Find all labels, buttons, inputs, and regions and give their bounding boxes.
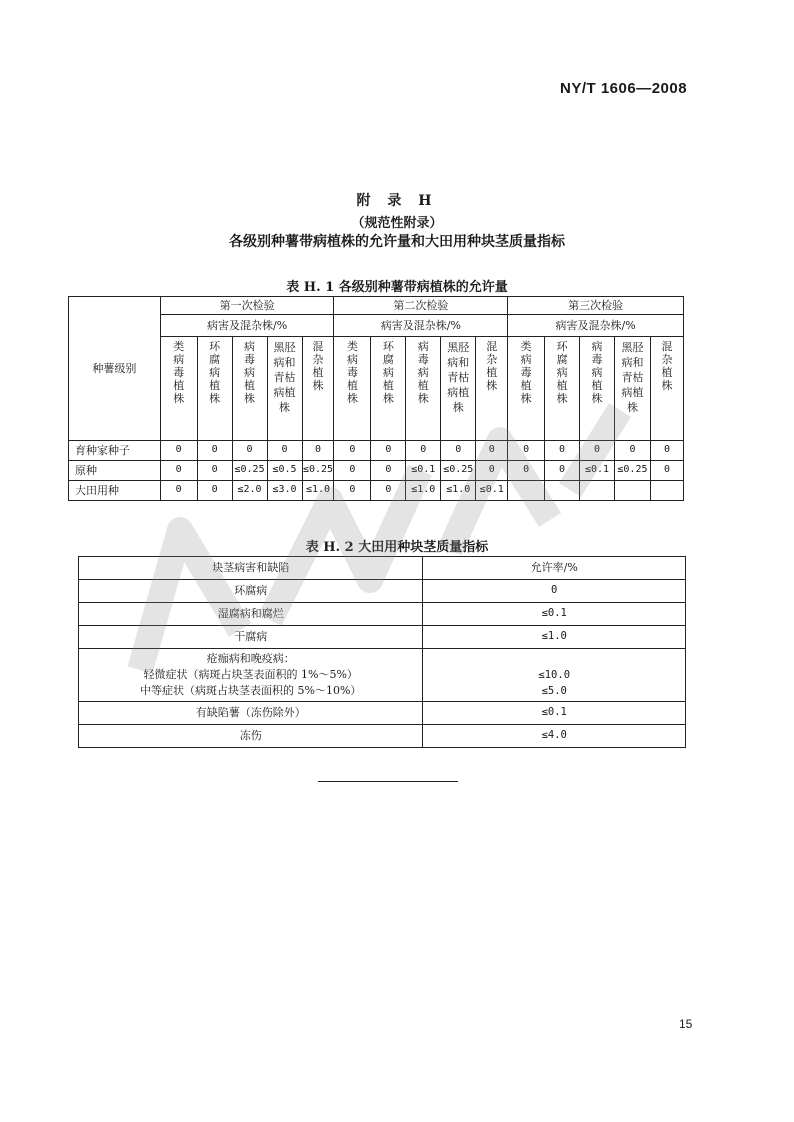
column-header: 类病毒植株 [508,337,545,441]
group-header-2: 第二次检验 [334,297,508,315]
tolerance-cell: ≤0.25 [441,461,476,481]
tolerance-cell: ≤1.0 [441,481,476,501]
group-subheader-1: 病害及混杂株/% [160,315,334,337]
tolerance-cell: ≤1.0 [302,481,334,501]
column-header: 病毒病植株 [580,337,615,441]
tolerance-cell: ≤3.0 [267,481,302,501]
group-header-1: 第一次检验 [160,297,334,315]
tolerance-cell: 0 [371,441,406,461]
tolerance-cell: 0 [267,441,302,461]
tolerance-cell: 0 [197,481,232,501]
column-header: 混杂植株 [302,337,334,441]
tolerance-cell: ≤1.0 [406,481,441,501]
column-header: 黑胫病和青枯病植株 [267,337,302,441]
end-rule [318,781,458,782]
scab-blight-heading: 疮痂病和晚疫病： [206,652,295,665]
group-header-3: 第三次检验 [508,297,684,315]
tolerance-cell [650,481,683,501]
tolerance-value: ≤1.0 [423,626,686,649]
tolerance-cell: 0 [371,461,406,481]
tolerance-value: ≤0.1 [423,702,686,725]
tolerance-cell: 0 [160,461,197,481]
column-header: 黑胫病和青枯病植株 [614,337,650,441]
tolerance-cell: 0 [650,441,683,461]
seed-grade-label: 原种 [69,461,161,481]
tolerance-cell: 0 [197,441,232,461]
tolerance-cell: ≤0.25 [302,461,334,481]
tolerance-cell: 0 [302,441,334,461]
tolerance-cell: 0 [545,441,580,461]
tolerance-cell: 0 [160,481,197,501]
column-header: 环腐病植株 [197,337,232,441]
defect-label-scab-blight [79,649,423,702]
moderate-symptom-value: ≤5.0 [541,685,567,697]
tolerance-cell: ≤0.5 [267,461,302,481]
tolerance-cell: ≤0.25 [614,461,650,481]
tolerance-cell: ≤0.1 [406,461,441,481]
tolerance-cell: ≤0.1 [476,481,508,501]
tolerance-cell: ≤2.0 [232,481,267,501]
tolerance-cell: 0 [334,481,371,501]
tolerance-cell: 0 [545,461,580,481]
tolerance-cell: 0 [580,441,615,461]
appendix-subtitle: （规范性附录） [351,216,443,231]
tolerance-value: ≤0.1 [423,603,686,626]
seed-grade-label: 育种家种子 [69,441,161,461]
column-header: 环腐病植株 [545,337,580,441]
tolerance-value-scab-blight [423,649,686,702]
column-header: 环腐病植株 [371,337,406,441]
column-header: 类病毒植株 [334,337,371,441]
tolerance-cell: 0 [334,441,371,461]
column-header: 混杂植株 [476,337,508,441]
table1-body [69,441,684,501]
tuber-quality-table [78,556,686,748]
column-header: 类病毒植株 [160,337,197,441]
tolerance-cell: 0 [650,461,683,481]
tolerance-cell: 0 [197,461,232,481]
seed-grade-label: 大田用种 [69,481,161,501]
tolerance-cell [545,481,580,501]
mild-symptom-value: ≤10.0 [538,669,571,681]
tolerance-cell: 0 [232,441,267,461]
table2-header-defect: 块茎病害和缺陷 [79,557,423,580]
defect-label: 冻伤 [79,725,423,748]
tolerance-cell [614,481,650,501]
mild-symptom-label: 轻微症状（病斑占块茎表面积的 1%～5%） [143,668,358,681]
appendix-main-title: 各级别种薯带病植株的允许量和大田用种块茎质量指标 [229,234,565,250]
column-header: 混杂植株 [650,337,683,441]
tolerance-cell: 0 [334,461,371,481]
defect-label: 湿腐病和腐烂 [79,603,423,626]
tolerance-cell: ≤0.25 [232,461,267,481]
tolerance-cell: 0 [406,441,441,461]
tolerance-cell: 0 [476,461,508,481]
tolerance-value: ≤4.0 [423,725,686,748]
moderate-symptom-label: 中等症状（病斑占块茎表面积的 5%～10%） [140,684,362,697]
table2-caption: 表 H. 2 大田用种块茎质量指标 [305,540,489,555]
appendix-title: 附 录 H [356,193,438,209]
defect-label: 有缺陷薯（冻伤除外） [79,702,423,725]
tolerance-cell: 0 [508,441,545,461]
standard-code: NY/T 1606—2008 [560,80,688,97]
table1-caption: 表 H. 1 各级别种薯带病植株的允许量 [286,280,508,295]
tolerance-cell: 0 [371,481,406,501]
defect-label: 环腐病 [79,580,423,603]
row-header-cell: 种薯级别 [69,297,161,441]
tolerance-cell [580,481,615,501]
group-subheader-3: 病害及混杂株/% [508,315,684,337]
table-row [69,441,684,461]
tolerance-cell [508,481,545,501]
tolerance-cell: 0 [476,441,508,461]
column-header: 病毒病植株 [232,337,267,441]
tolerance-value: 0 [423,580,686,603]
table-row [69,461,684,481]
table2-header-rate: 允许率/% [423,557,686,580]
page-number: 15 [679,1017,693,1031]
tolerance-cell: ≤0.1 [580,461,615,481]
column-header: 病毒病植株 [406,337,441,441]
column-header: 黑胫病和青枯病植株 [441,337,476,441]
tolerance-cell: 0 [508,461,545,481]
table-row [69,481,684,501]
tolerance-cell: 0 [614,441,650,461]
seed-tolerance-table [68,296,684,501]
tolerance-cell: 0 [160,441,197,461]
group-subheader-2: 病害及混杂株/% [334,315,508,337]
defect-label: 干腐病 [79,626,423,649]
tolerance-cell: 0 [441,441,476,461]
